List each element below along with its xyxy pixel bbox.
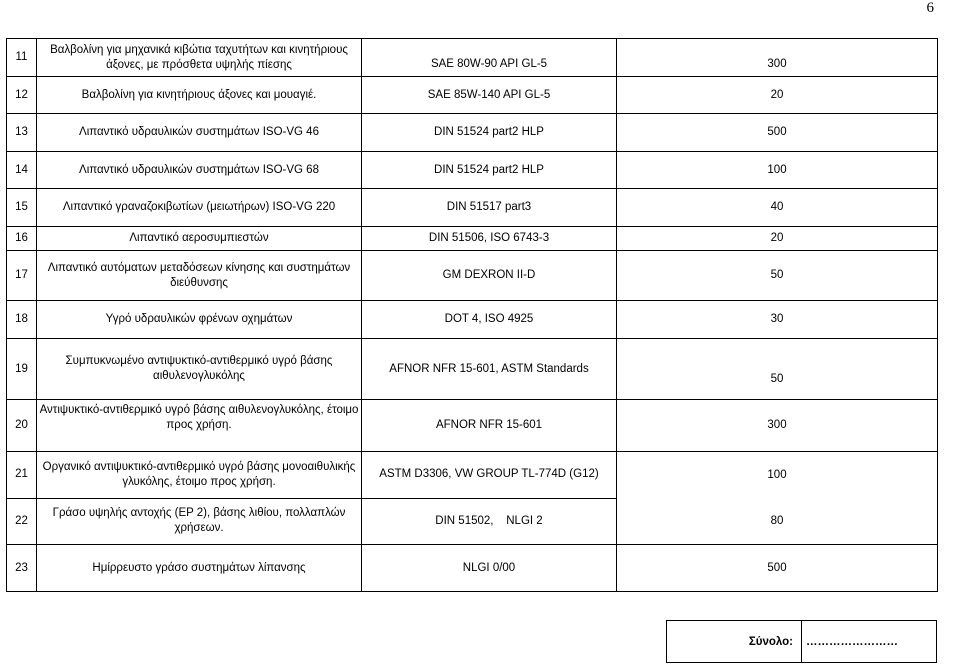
row-number: 20 bbox=[7, 400, 37, 452]
row-specification: ASTM D3306, VW GROUP TL-774D (G12) bbox=[362, 452, 617, 499]
row-description: Οργανικό αντιψυκτικό-αντιθερμικό υγρό βάσης μονοαιθυλικής γλυκόλης, έτοιμο προς χρήση. bbox=[37, 452, 362, 499]
table-row bbox=[7, 339, 938, 400]
total-box bbox=[666, 620, 937, 663]
row-quantity: 40 bbox=[617, 189, 938, 227]
row-number: 22 bbox=[7, 498, 37, 545]
row-quantity-pair bbox=[617, 452, 938, 545]
row-specification: NLGI 0/00 bbox=[362, 545, 617, 592]
row-quantity: 500 bbox=[617, 114, 938, 152]
table-row bbox=[7, 189, 938, 227]
row-description: Αντιψυκτικό-αντιθερμικό υγρό βάσης αιθυλενογλυκόλης, έτοιμο προς χρήση. bbox=[37, 400, 362, 452]
row-quantity: 20 bbox=[617, 227, 938, 251]
row-quantity: 30 bbox=[617, 301, 938, 339]
row-description: Βαλβολίνη για κινητήριους άξονες και μουαγιέ. bbox=[37, 77, 362, 114]
row-number: 15 bbox=[7, 189, 37, 227]
row-quantity: 80 bbox=[770, 515, 784, 527]
total-value: …………………… bbox=[802, 621, 937, 663]
page-number: 6 bbox=[926, 0, 934, 16]
table-row bbox=[7, 545, 938, 592]
row-specification: DIN 51524 part2 HLP bbox=[362, 114, 617, 152]
row-description: Λιπαντικό γραναζοκιβωτίων (μειωτήρων) ISO-VG 220 bbox=[37, 189, 362, 227]
row-description: Υγρό υδραυλικών φρένων οχημάτων bbox=[37, 301, 362, 339]
row-number: 18 bbox=[7, 301, 37, 339]
row-specification: AFNOR NFR 15-601, ASTM Standards bbox=[362, 339, 617, 400]
row-quantity: 300 bbox=[617, 400, 938, 452]
table-row bbox=[7, 152, 938, 189]
table-row bbox=[7, 77, 938, 114]
row-quantity: 100 bbox=[767, 469, 787, 481]
row-number: 21 bbox=[7, 452, 37, 499]
row-specification: DIN 51517 part3 bbox=[362, 189, 617, 227]
row-description: Λιπαντικό αυτόματων μεταδόσεων κίνησης και συστημάτων διεύθυνσης bbox=[37, 251, 362, 301]
row-number: 14 bbox=[7, 152, 37, 189]
row-quantity: 50 bbox=[617, 339, 938, 400]
table-row bbox=[7, 114, 938, 152]
row-description: Λιπαντικό αεροσυμπιεστών bbox=[37, 227, 362, 251]
row-number: 19 bbox=[7, 339, 37, 400]
table-row bbox=[7, 301, 938, 339]
row-description: Συμπυκνωμένο αντιψυκτικό-αντιθερμικό υγρό βάσης αιθυλενογλυκόλης bbox=[37, 339, 362, 400]
table-row bbox=[7, 39, 938, 77]
row-number: 16 bbox=[7, 227, 37, 251]
row-description: Γράσο υψηλής αντοχής (EP 2), βάσης λιθίου, πολλαπλών χρήσεων. bbox=[37, 498, 362, 545]
row-description: Λιπαντικό υδραυλικών συστημάτων ISO-VG 46 bbox=[37, 114, 362, 152]
lubricants-table bbox=[6, 38, 938, 592]
row-specification: SAE 85W-140 API GL-5 bbox=[362, 77, 617, 114]
row-number: 23 bbox=[7, 545, 37, 592]
row-description: Λιπαντικό υδραυλικών συστημάτων ISO-VG 68 bbox=[37, 152, 362, 189]
row-description: Βαλβολίνη για μηχανικά κιβώτια ταχυτήτων και κινητήριους άξονες, με πρόσθετα υψηλής πίεσης bbox=[37, 39, 362, 77]
row-specification: SAE 80W-90 API GL-5 bbox=[362, 39, 617, 77]
row-quantity: 100 bbox=[617, 152, 938, 189]
row-quantity: 50 bbox=[617, 251, 938, 301]
row-number: 13 bbox=[7, 114, 37, 152]
row-quantity: 20 bbox=[617, 77, 938, 114]
table-row bbox=[7, 452, 938, 499]
row-specification: DOT 4, ISO 4925 bbox=[362, 301, 617, 339]
row-description: Ημίρρευστο γράσο συστημάτων λίπανσης bbox=[37, 545, 362, 592]
row-specification: DIN 51524 part2 HLP bbox=[362, 152, 617, 189]
total-label: Σύνολο: bbox=[667, 621, 802, 663]
row-specification: GM DEXRON II-D bbox=[362, 251, 617, 301]
row-specification: DIN 51502, NLGI 2 bbox=[362, 498, 617, 545]
table-row bbox=[7, 400, 938, 452]
row-quantity: 500 bbox=[617, 545, 938, 592]
row-number: 12 bbox=[7, 77, 37, 114]
row-specification: AFNOR NFR 15-601 bbox=[362, 400, 617, 452]
table-row bbox=[7, 227, 938, 251]
row-quantity: 300 bbox=[617, 39, 938, 77]
row-number: 17 bbox=[7, 251, 37, 301]
row-specification: DIN 51506, ISO 6743-3 bbox=[362, 227, 617, 251]
table-row bbox=[7, 251, 938, 301]
row-number: 11 bbox=[7, 39, 37, 77]
